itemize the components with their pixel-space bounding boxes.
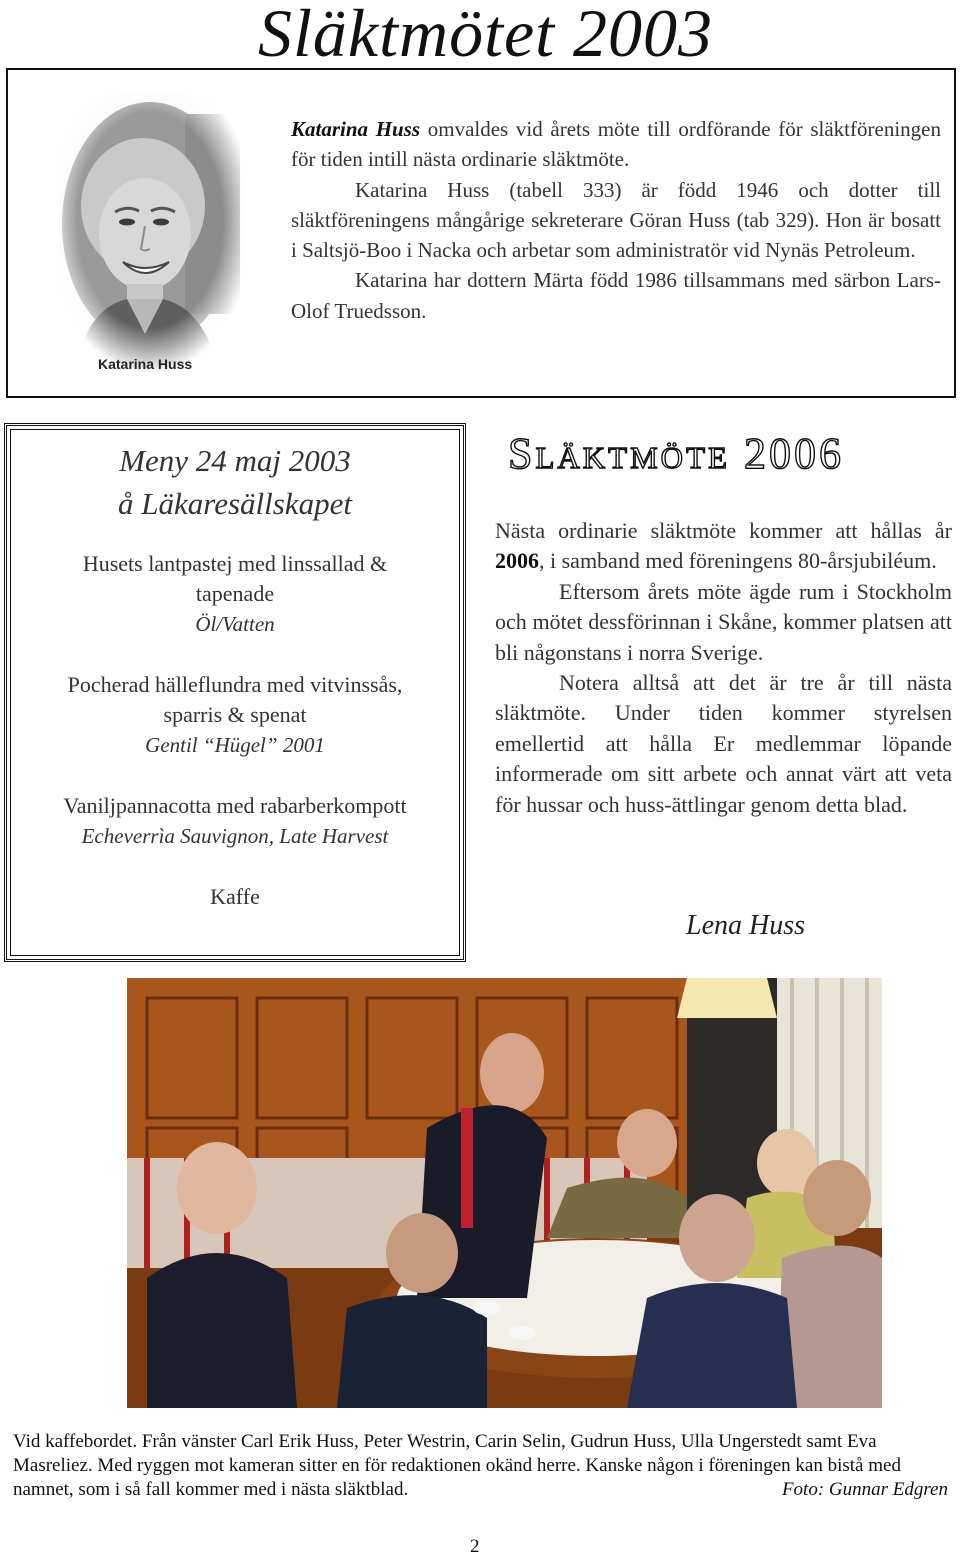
photo-credit: Foto: Gunnar Edgren xyxy=(781,1479,948,1500)
page-title: Släktmötet 2003 xyxy=(258,0,714,71)
menu-course-2-line-2: sparris & spenat xyxy=(163,702,307,727)
next-meeting-paragraph-3: Notera alltså att det är tre år till nästa släktmöte. Under tiden kommer styrelsen emellertid att hålla Er medlemmar löpande informerade om sitt arbete och annat värt att veta för hussar och huss-ättlingar genom detta blad. xyxy=(495,670,952,817)
menu-course-1-line-2: tapenade xyxy=(195,581,275,606)
page-number: 2 xyxy=(470,1536,480,1557)
menu-course-2-drink: Gentil “Hügel” 2001 xyxy=(145,733,325,757)
menu-course-1-line-1: Husets lantpastej med linssallad & xyxy=(82,551,388,576)
group-photo xyxy=(127,978,882,1408)
chairperson-article xyxy=(291,114,941,326)
next-meeting-paragraph-2: Eftersom årets möte ägde rum i Stockholm och mötet dessförinnan i Skåne, kommer platsen att bli någonstans i norra Sverige. xyxy=(495,578,952,665)
chairperson-name: Katarina Huss xyxy=(291,117,421,141)
portrait-photo xyxy=(55,94,245,374)
chairperson-intro: omvaldes vid årets möte till ordförande för släktföreningen för tiden intill nästa ordinarie släktmöte. xyxy=(291,117,941,172)
menu-heading-date: Meny 24 maj 2003 xyxy=(119,443,351,478)
chairperson-paragraph-1 xyxy=(291,114,941,175)
next-meeting-heading: Släktmöte 2006 xyxy=(508,429,844,478)
menu-coffee: Kaffe xyxy=(210,884,260,909)
menu-course-1-drink: Öl/Vatten xyxy=(195,612,275,636)
next-meeting-p1-start: Nästa ordinarie släktmöte kommer att hållas år xyxy=(495,518,952,543)
chairperson-paragraph-2: Katarina Huss (tabell 333) är född 1946 och dotter till släktföreningens mångårige sekreterare Göran Huss (tab 329). Hon är bosatt i Saltsjö-Boo i Nacka och arbetar som administratör vid Nynäs Petroleum. xyxy=(291,177,941,263)
next-meeting-paragraph-1 xyxy=(495,516,952,577)
photo-caption-text: Vid kaffebordet. Från vänster Carl Erik Huss, Peter Westrin, Carin Selin, Gudrun Huss, Ulla Ungerstedt samt Eva Masreliez. Med ryggen mot kameran sitter en för redaktionen okänd herre. Kanske någon i föreningen kan bistå med namnet, som i så fall kommer med i nästa släktblad. xyxy=(13,1431,901,1500)
portrait-caption: Katarina Huss xyxy=(98,356,193,372)
chairperson-paragraph-3: Katarina har dottern Märta född 1986 tillsammans med särbon Lars-Olof Truedsson. xyxy=(291,268,941,323)
photo-caption xyxy=(13,1430,948,1502)
next-meeting-year: 2006 xyxy=(495,548,539,574)
menu-course-3-line-1: Vaniljpannacotta med rabarberkompott xyxy=(63,793,407,818)
next-meeting-article xyxy=(495,516,952,820)
author-signature: Lena Huss xyxy=(686,910,806,941)
menu-course-2-line-1: Pocherad hälleflundra med vitvinssås, xyxy=(67,672,403,697)
next-meeting-p1-end: , i samband med föreningens 80-årsjubiléum. xyxy=(539,548,937,574)
menu-course-3-drink: Echeverrìa Sauvignon, Late Harvest xyxy=(81,824,389,848)
menu-heading-venue: å Läkaresällskapet xyxy=(118,486,352,521)
